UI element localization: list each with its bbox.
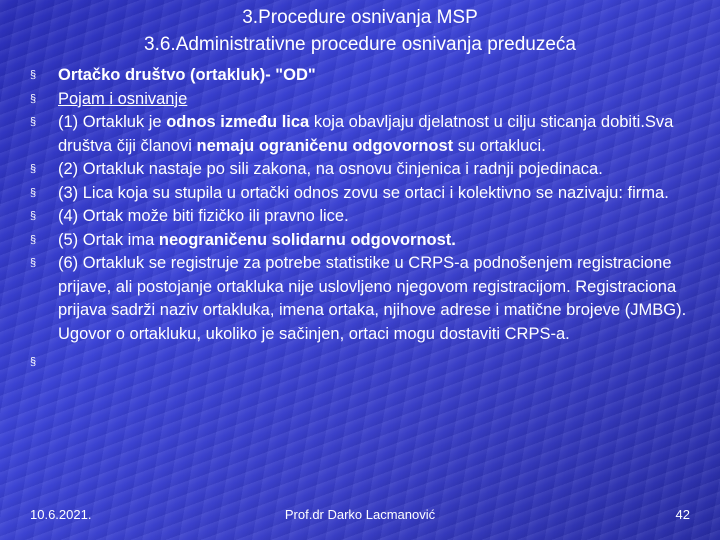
item-1-seg-4: su ortakluci. [453, 136, 546, 155]
bullet-icon: § [30, 69, 37, 81]
list-item-3 [30, 182, 698, 206]
footer-date: 10.6.2021. [30, 507, 92, 522]
bullet-icon: § [30, 92, 37, 105]
bullet-icon: § [30, 233, 37, 246]
od-heading-text: Ortačko društvo (ortakluk)- "OD" [58, 66, 316, 84]
item-5-text [58, 229, 698, 253]
item-5-seg-0: (5) Ortak ima [58, 230, 159, 249]
item-2-text: (2) Ortakluk nastaje po sili zakona, na osnovu činjenica i radnji pojedinaca. [58, 160, 603, 178]
list-item-empty [30, 351, 698, 375]
footer-author: Prof.dr Darko Lacmanović [284, 507, 436, 522]
title-line-1: 3.Procedure osnivanja MSP [242, 7, 478, 28]
item-1-seg-1: odnos između lica [166, 113, 310, 131]
list-item-1 [30, 111, 698, 158]
bullet-icon: § [30, 257, 37, 269]
list-item-6 [30, 252, 698, 346]
item-1-text [58, 111, 698, 158]
item-4-text: (4) Ortak može biti fizičko ili pravno lice. [58, 207, 349, 225]
item-3-text: (3) Lica koja su stupila u ortački odnos zovu se ortaci i kolektivno se nazivaju: firma. [58, 183, 669, 202]
pojam-heading-text: Pojam i osnivanje [58, 89, 188, 108]
item-1-seg-3: nemaju ograničenu odgovornost [196, 136, 454, 155]
title-line-2: 3.6.Administrativne procedure osnivanja preduzeća [144, 34, 576, 55]
item-1-seg-2: koja obavljaju djelatnost u cilju sticanja dobiti.Sva društva čiji članovi [58, 113, 674, 155]
slide-title [0, 4, 720, 58]
bullet-list [30, 64, 698, 375]
list-item-4 [30, 205, 698, 229]
bullet-icon: § [30, 186, 37, 199]
list-item-2 [30, 158, 698, 182]
item-6-text: (6) Ortakluk se registruje za potrebe statistike u CRPS-a podnošenjem registracione prijave, ali postojanje ortakluka nije uslovljeno njegovom registracijom. Registraciona prijava sadrži naziv ortakluka, imena ortaka, njihove adrese i matične brojeve (JMBG). Ugovor o ortakluku, ukoliko je sačinjen, ortaci mogu dostaviti CRPS-a. [58, 254, 687, 343]
list-item-od-heading [30, 64, 698, 88]
list-item-5 [30, 229, 698, 253]
item-5-seg-1: neograničenu solidarnu odgovornost. [158, 230, 456, 249]
bullet-icon: § [30, 356, 37, 368]
item-1-seg-0: (1) Ortakluk je [58, 113, 167, 131]
bullet-icon: § [30, 163, 37, 175]
list-item-pojam [30, 88, 698, 112]
bullet-icon: § [30, 116, 37, 128]
bullet-icon: § [30, 210, 37, 222]
slide-number: 42 [675, 507, 690, 522]
